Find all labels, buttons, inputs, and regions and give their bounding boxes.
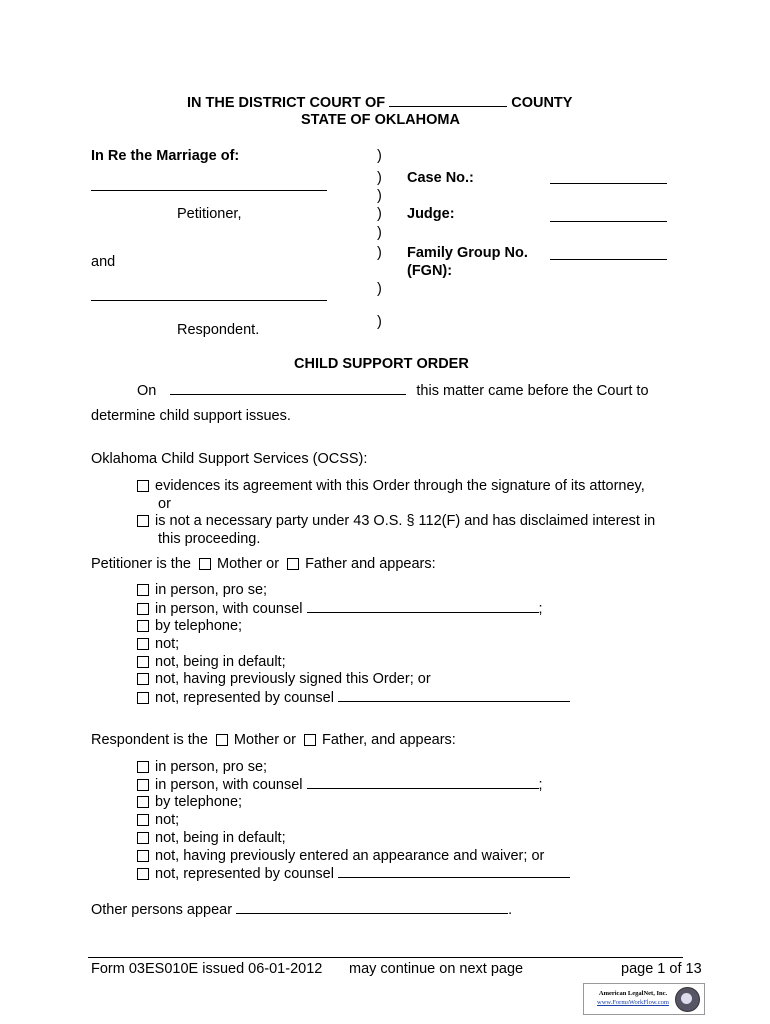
respondent-lead: Respondent is the [91,732,208,748]
option-label: not, represented by counsel [155,866,334,882]
semicolon: ; [538,777,543,793]
counsel-blank[interactable] [338,865,570,878]
respondent-name-blank[interactable] [91,288,327,301]
respondent-option [137,776,543,793]
ocss-option-disclaimed [137,513,655,529]
counsel-blank[interactable] [338,689,570,702]
logo-company: American LegalNet, Inc. [598,990,668,997]
other-persons-label: Other persons appear [91,902,233,918]
court-prefix: IN THE DISTRICT COURT OF [187,95,386,111]
respondent-option [137,848,544,864]
in-re-label: In Re the Marriage of: [91,148,240,164]
mother-label: Mother or [216,556,280,572]
checkbox[interactable] [137,796,149,808]
state-heading: STATE OF OKLAHOMA [301,112,460,128]
other-persons-blank[interactable] [236,901,508,914]
respondent-option [137,759,267,775]
petitioner-option [137,636,179,652]
respondent-father-checkbox[interactable] [304,734,316,746]
and-label: and [91,254,116,270]
case-no-blank[interactable] [550,171,667,184]
checkbox[interactable] [137,656,149,668]
ocss-option-agreement [137,478,645,494]
checkbox[interactable] [137,603,149,615]
petitioner-option [137,582,267,598]
ocss-option-cont: this proceeding. [158,531,261,547]
checkbox[interactable] [137,620,149,632]
intro-line [137,382,649,399]
came-before-text: this matter came before the Court to [416,383,649,399]
caption-paren: ) [377,314,382,330]
respondent-option [137,830,286,846]
petitioner-name-blank[interactable] [91,178,327,191]
petitioner-lead: Petitioner is the [91,556,191,572]
caption-paren: ) [377,188,382,204]
option-label: not, being in default; [155,654,286,670]
ocss-or-text: or [158,496,171,512]
option-label: not; [155,812,180,828]
determine-text: determine child support issues. [91,408,291,424]
petitioner-father-checkbox[interactable] [287,558,299,570]
caption-paren: ) [377,281,382,297]
caption-paren: ) [377,148,382,164]
checkbox[interactable] [137,761,149,773]
option-label: by telephone; [155,794,243,810]
hearing-date-blank[interactable] [170,382,406,395]
checkbox[interactable] [137,814,149,826]
petitioner-option [137,671,431,687]
checkbox[interactable] [137,638,149,650]
option-label: in person, pro se; [155,759,268,775]
petitioner-label: Petitioner, [177,206,242,222]
caption-paren: ) [377,206,382,222]
ocss-heading: Oklahoma Child Support Services (OCSS): [91,451,368,467]
page-number: page 1 of 13 [621,961,702,977]
respondent-mother-checkbox[interactable] [216,734,228,746]
petitioner-option [137,600,543,617]
option-label: not, having previously signed this Order; or [155,671,431,687]
counsel-blank[interactable] [307,600,539,613]
publisher-logo [583,983,705,1015]
checkbox[interactable] [137,673,149,685]
on-label: On [137,383,157,399]
period: . [508,902,513,918]
checkbox[interactable] [137,779,149,791]
counsel-blank[interactable] [307,776,539,789]
checkbox[interactable] [137,584,149,596]
other-persons-line [91,901,512,918]
order-title: CHILD SUPPORT ORDER [294,356,469,372]
option-label: in person, pro se; [155,582,268,598]
respondent-option [137,812,179,828]
option-label: is not a necessary party under 43 O.S. § 112(F) and has disclaimed interest in [155,513,656,529]
petitioner-mother-checkbox[interactable] [199,558,211,570]
petitioner-option [137,654,286,670]
case-no-label: Case No.: [407,170,474,186]
logo-text [588,989,678,1007]
option-label: not; [155,636,180,652]
petitioner-option [137,689,570,706]
continue-note: may continue on next page [349,961,524,977]
father-label: Father and appears: [305,556,436,572]
fgn-label: Family Group No. [407,245,528,261]
judge-blank[interactable] [550,209,667,222]
court-heading [187,94,572,111]
option-label: in person, with counsel [155,777,303,793]
checkbox[interactable] [137,868,149,880]
option-label: evidences its agreement with this Order through the signature of its attorney, [155,478,645,494]
checkbox[interactable] [137,832,149,844]
petitioner-role-line [91,556,436,572]
court-suffix: COUNTY [511,95,573,111]
fgn-label-cont: (FGN): [407,263,453,279]
option-label: not, being in default; [155,830,286,846]
option-label: not, having previously entered an appearance and waiver; or [155,848,545,864]
option-label: by telephone; [155,618,243,634]
respondent-option [137,794,242,810]
checkbox[interactable] [137,692,149,704]
option-label: in person, with counsel [155,601,303,617]
petitioner-option [137,618,242,634]
respondent-option [137,865,570,882]
fgn-blank[interactable] [550,247,667,260]
checkbox[interactable] [137,480,149,492]
caption-paren: ) [377,170,382,186]
judge-label: Judge: [407,206,455,222]
caption-paren: ) [377,245,382,261]
father-label: Father, and appears: [322,732,456,748]
footer-divider [88,957,683,958]
checkbox[interactable] [137,850,149,862]
checkbox[interactable] [137,515,149,527]
mother-label: Mother or [233,732,296,748]
semicolon: ; [538,601,543,617]
globe-icon [675,987,700,1012]
caption-paren: ) [377,225,382,241]
respondent-label: Respondent. [177,322,260,338]
logo-url[interactable]: www.FormsWorkFlow.com [597,999,669,1006]
county-blank[interactable] [389,94,507,107]
respondent-role-line [91,732,456,748]
form-id: Form 03ES010E issued 06-01-2012 [91,961,323,977]
option-label: not, represented by counsel [155,690,334,706]
